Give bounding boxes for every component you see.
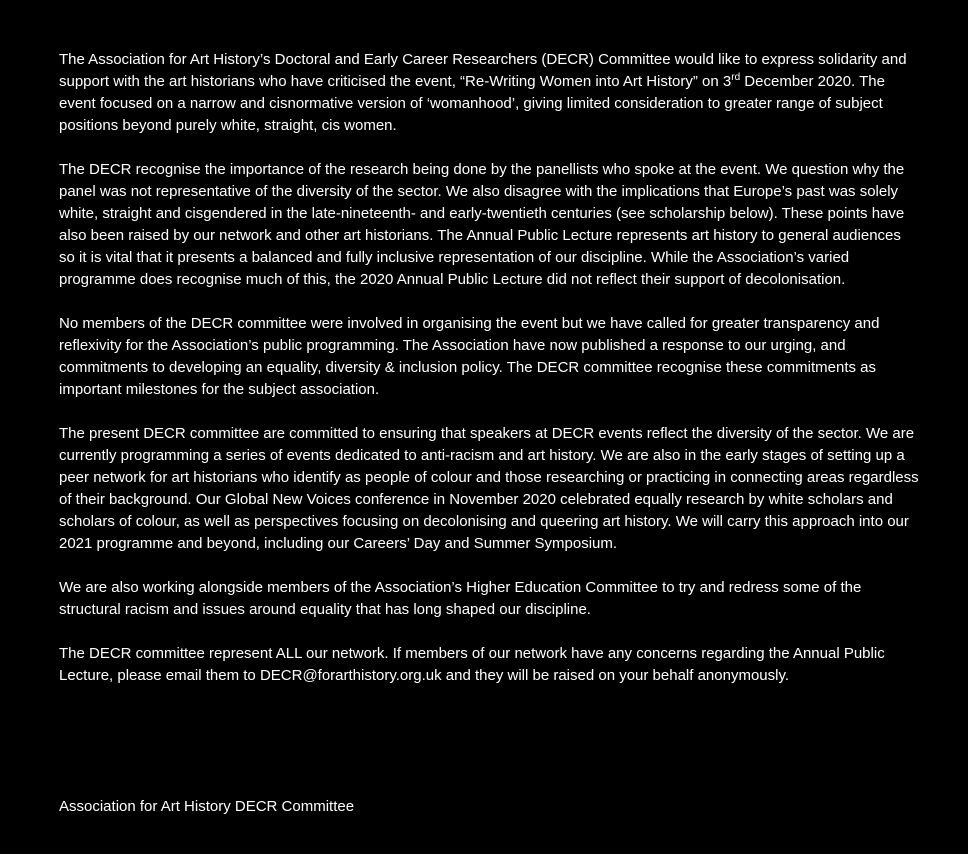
paragraph-commitments: The present DECR committee are committed to ensuring that speakers at DECR events reflect the diversity of the sector. We are currently programming a series of events dedicated to anti-racism and art history. We are also in the early stages of setting up a peer network for art historians who identify as people of colour and those researching or practicing in connecting areas regardless of their background. Our Global New Voices conference in November 2020 celebrated equally research by white scholars and scholars of colour, as well as perspectives focusing on decolonising and queering art history. We will carry this approach into our 2021 programme and beyond, including our Careers’ Day and Summer Symposium. (59, 425, 919, 552)
paragraph-solidarity-part-1: The Association for Art History’s Doctoral and Early Career Researchers (DECR) Committee would like to express solidarity and support with the art historians who have criticised the event, “Re-Writing Women into Art History” on 3 (59, 51, 907, 90)
paragraph-higher-education: We are also working alongside members of the Association’s Higher Education Committee to try and redress some of the structural racism and issues around equality that has long shaped our discipline. (59, 579, 862, 618)
paragraph-contact: The DECR committee represent ALL our network. If members of our network have any concerns regarding the Annual Public Lecture, please email them to DECR@forarthistory.org.uk and they will be raised on your behalf anonymously. (59, 645, 885, 684)
paragraph-solidarity-part-2: December 2020. The event focused on a narrow and cisnormative version of ‘womanhood’, giving limited consideration to greater range of subject positions beyond purely white, straight, cis women. (59, 73, 885, 134)
paragraph-transparency: No members of the DECR committee were involved in organising the event but we have called for greater transparency and reflexivity for the Association’s public programming. The Association have now published a response to our urging, and commitments to developing an equality, diversity & inclusion policy. The DECR committee recognise these commitments as important milestones for the subject association. (59, 315, 880, 398)
signature: Association for Art History DECR Committee (59, 798, 355, 815)
statement-body (59, 49, 919, 687)
paragraph-panel-diversity: The DECR recognise the importance of the research being done by the panellists who spoke at the event. We question why the panel was not representative of the diversity of the sector. We also disagree with the implications that Europe’s past was solely white, straight and cisgendered in the late-nineteenth- and early-twentieth centuries (see scholarship below). These points have also been raised by our network and other art historians. The Annual Public Lecture represents art history to general audiences so it is vital that it presents a balanced and fully inclusive representation of our discipline. While the Association’s varied programme does recognise much of this, the 2020 Annual Public Lecture did not reflect their support of decolonisation. (59, 161, 905, 288)
paragraph-solidarity (59, 49, 919, 137)
ordinal-suffix: rd (731, 72, 741, 83)
